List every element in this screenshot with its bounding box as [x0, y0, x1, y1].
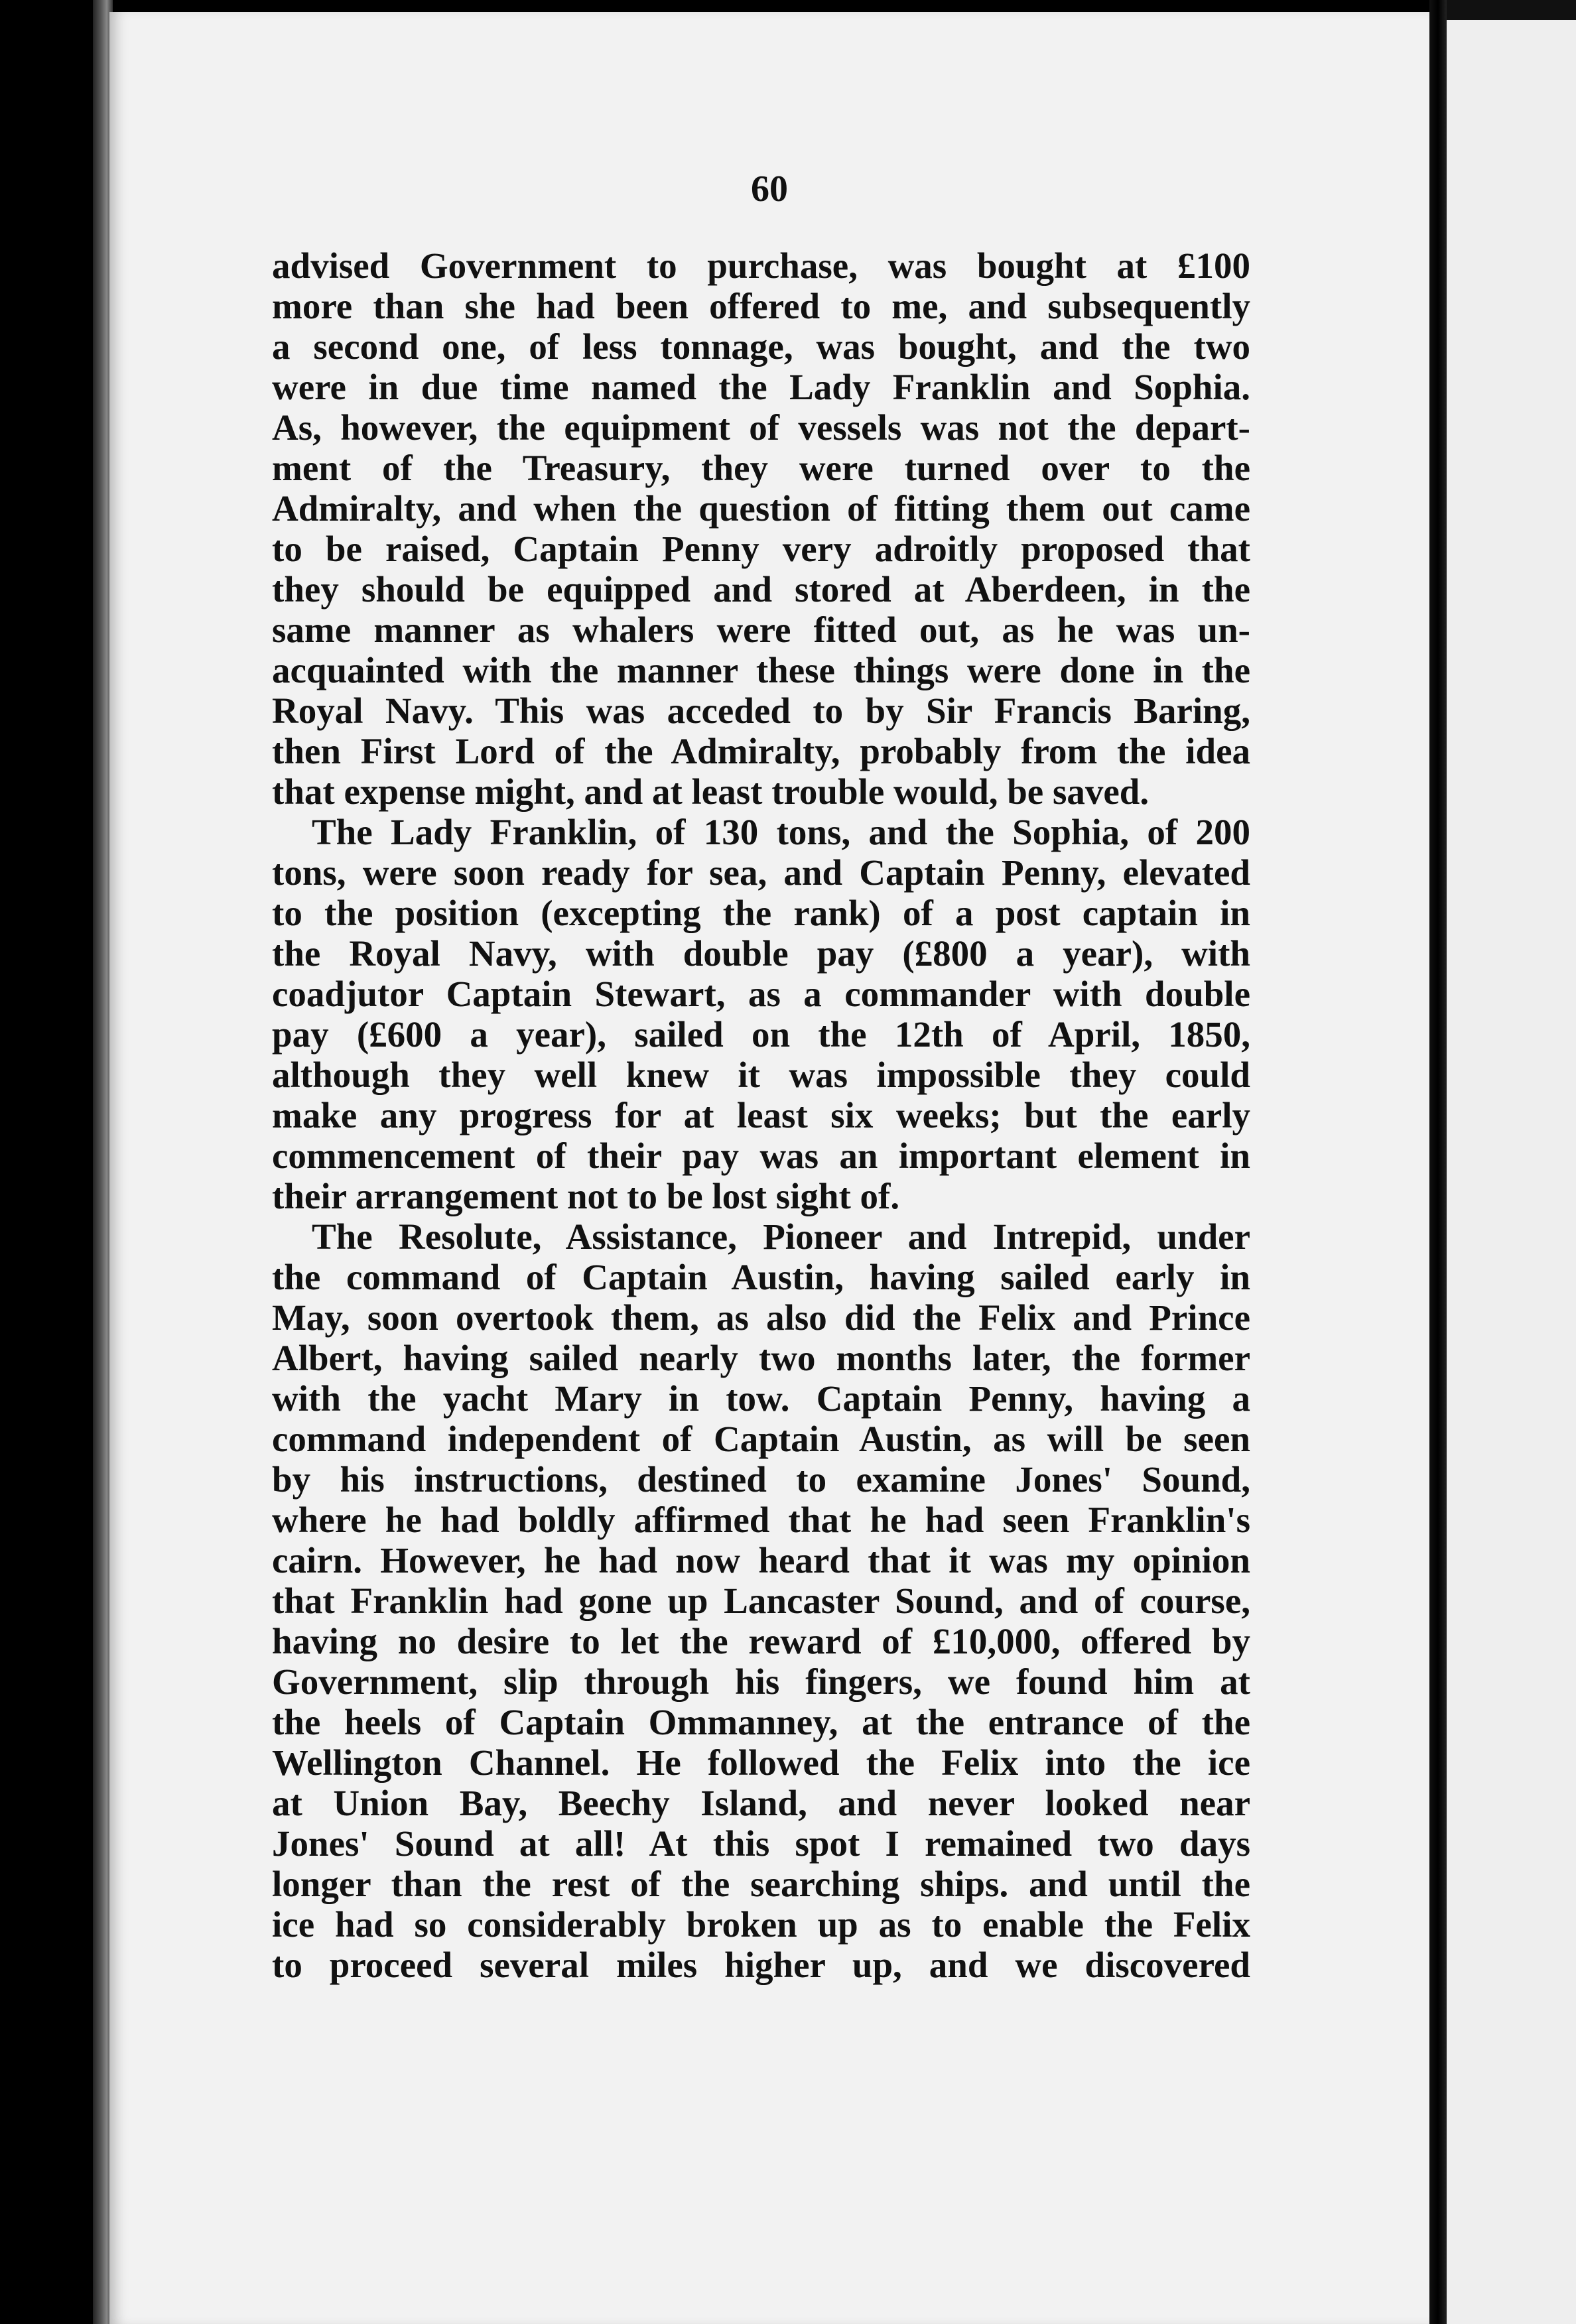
text-line: Jones' Sound at all! At this spot I remained two days	[272, 1823, 1250, 1864]
text-line: pay (£600 a year), sailed on the 12th of April, 1850,	[272, 1014, 1250, 1055]
text-line: The Lady Franklin, of 130 tons, and the Sophia, of 200	[312, 812, 1250, 852]
text-line: then First Lord of the Admiralty, probably from the idea	[272, 731, 1250, 771]
text-line: the heels of Captain Ommanney, at the entrance of the	[272, 1702, 1250, 1742]
text-line: command independent of Captain Austin, as will be seen	[272, 1419, 1250, 1459]
text-line: Royal Navy. This was acceded to by Sir Francis Baring,	[272, 690, 1250, 731]
text-line: that expense might, and at least trouble would, be saved.	[272, 771, 1149, 812]
text-line: cairn. However, he had now heard that it was my opinion	[272, 1540, 1250, 1581]
text-line: to be raised, Captain Penny very adroitly proposed that	[272, 529, 1250, 569]
text-line: longer than the rest of the searching ships. and until the	[272, 1864, 1250, 1904]
text-line: coadjutor Captain Stewart, as a commander with double	[272, 974, 1250, 1014]
text-line: ment of the Treasury, they were turned over to the	[272, 448, 1250, 488]
adjacent-page-top-edge	[1447, 0, 1576, 20]
text-line: Government, slip through his fingers, we found him at	[272, 1661, 1250, 1702]
text-line: Albert, having sailed nearly two months later, the former	[272, 1338, 1250, 1378]
text-line: make any progress for at least six weeks; but the early	[272, 1095, 1250, 1135]
text-line: the command of Captain Austin, having sailed early in	[272, 1257, 1250, 1297]
text-line: with the yacht Mary in tow. Captain Penny, having a	[272, 1378, 1250, 1419]
text-line: advised Government to purchase, was bought at £100	[272, 245, 1250, 286]
text-line: a second one, of less tonnage, was bought, and the two	[272, 326, 1250, 367]
text-line: May, soon overtook them, as also did the Felix and Prince	[272, 1297, 1250, 1338]
text-line: to proceed several miles higher up, and we discovered	[272, 1945, 1250, 1985]
page-number: 60	[751, 168, 788, 210]
text-line: at Union Bay, Beechy Island, and never looked near	[272, 1783, 1250, 1823]
text-line: The Resolute, Assistance, Pioneer and Intrepid, under	[312, 1216, 1250, 1257]
text-line: where he had boldly affirmed that he had seen Franklin's	[272, 1500, 1250, 1540]
text-line: were in due time named the Lady Franklin and Sophia.	[272, 367, 1250, 407]
text-line: they should be equipped and stored at Aberdeen, in the	[272, 569, 1250, 610]
book-page	[109, 12, 1429, 2324]
text-line: the Royal Navy, with double pay (£800 a year), with	[272, 933, 1250, 974]
text-line: ice had so considerably broken up as to enable the Felix	[272, 1904, 1250, 1945]
body-text	[272, 245, 1250, 1985]
text-line: Wellington Channel. He followed the Felix into the ice	[272, 1742, 1250, 1783]
text-line: that Franklin had gone up Lancaster Sound, and of course,	[272, 1581, 1250, 1621]
text-line: having no desire to let the reward of £10,000, offered by	[272, 1621, 1250, 1661]
book-gutter	[1429, 0, 1447, 2324]
text-line: commencement of their pay was an important element in	[272, 1135, 1250, 1176]
text-line: same manner as whalers were fitted out, as he was un-	[272, 610, 1250, 650]
text-line: Admiralty, and when the question of fitting them out came	[272, 488, 1250, 529]
text-line: their arrangement not to be lost sight of.	[272, 1176, 900, 1216]
adjacent-page	[1447, 0, 1576, 2324]
text-line: although they well knew it was impossible they could	[272, 1055, 1250, 1095]
text-line: by his instructions, destined to examine Jones' Sound,	[272, 1459, 1250, 1500]
text-line: more than she had been offered to me, and subsequently	[272, 286, 1250, 326]
text-line: acquainted with the manner these things were done in the	[272, 650, 1250, 690]
text-line: to the position (excepting the rank) of a post captain in	[272, 893, 1250, 933]
text-line: As, however, the equipment of vessels was not the depart-	[272, 407, 1250, 448]
text-line: tons, were soon ready for sea, and Captain Penny, elevated	[272, 852, 1250, 893]
